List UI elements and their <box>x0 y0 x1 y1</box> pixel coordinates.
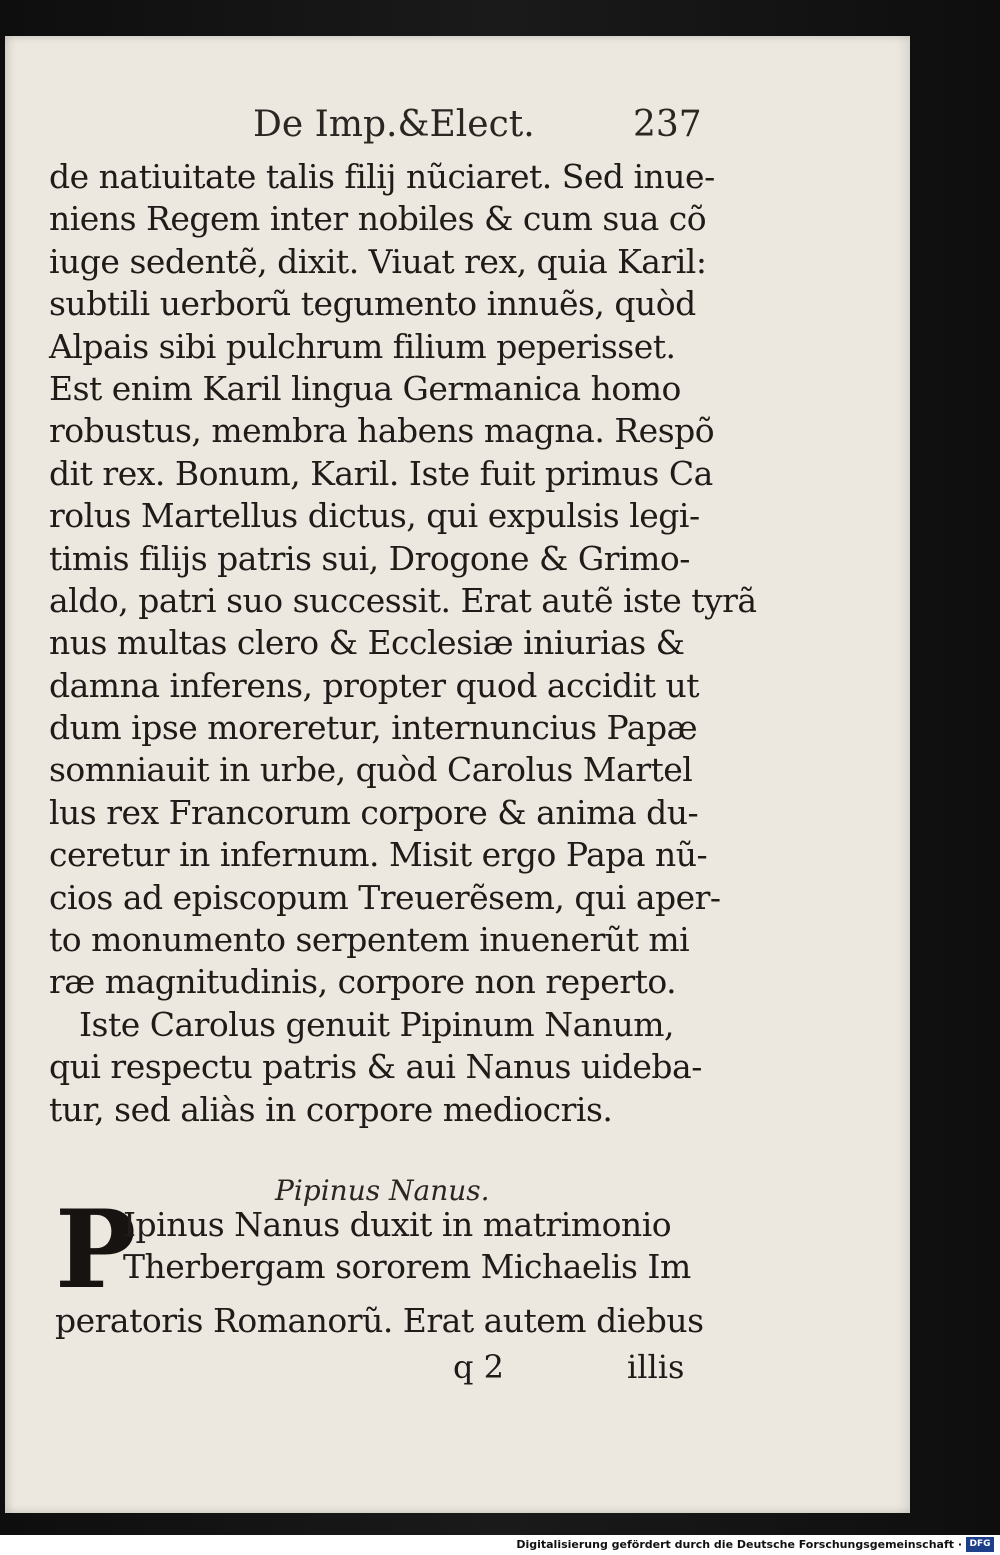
catchword: illis <box>627 1348 685 1386</box>
running-head: De Imp.&Elect. <box>253 104 535 145</box>
page-header <box>5 104 910 164</box>
page-number: 237 <box>633 104 702 145</box>
text-line: Therbergam sororem Michaelis Im <box>123 1247 691 1287</box>
body-text <box>49 156 757 1131</box>
text-line: robustus, membra habens magna. Respõ <box>49 411 715 451</box>
text-line: peratoris Romanorũ. Erat autem diebus <box>55 1301 704 1340</box>
text-line: Est enim Karil lingua Germanica homo <box>49 368 681 408</box>
text-line: ræ magnitudinis, corpore non reperto. <box>49 962 677 1002</box>
text-line: ceretur in infernum. Misit ergo Papa nũ- <box>49 835 708 875</box>
credit-bar <box>0 1535 1000 1555</box>
drop-cap-lines <box>123 1204 703 1289</box>
text-line: nus multas clero & Ecclesiæ iniurias & <box>49 623 685 663</box>
text-line: cios ad episcopum Treuerẽsem, qui aper- <box>49 877 721 917</box>
text-line: tur, sed aliàs in corpore mediocris. <box>49 1089 613 1129</box>
text-line: timis filijs patris sui, Drogone & Grimo- <box>49 538 690 578</box>
text-line: Ipinus Nanus duxit in matrimonio <box>123 1205 672 1244</box>
text-line: dum ipse moreretur, internuncius Papæ <box>49 708 698 748</box>
text-line: Iste Carolus genuit Pipinum Nanum, <box>49 1004 675 1044</box>
drop-cap: P <box>55 1187 137 1313</box>
dfg-logo: DFG <box>966 1537 994 1552</box>
text-line: dit rex. Bonum, Karil. Iste fuit primus Ca <box>49 453 713 493</box>
book-page <box>5 36 910 1513</box>
text-line: Alpais sibi pulchrum filium peperisset. <box>49 326 676 366</box>
text-line: rolus Martellus dictus, qui expulsis legi- <box>49 496 700 536</box>
text-line: niens Regem inter nobiles & cum sua cõ <box>49 199 707 239</box>
text-line: somniauit in urbe, quòd Carolus Martel <box>49 750 693 790</box>
credit-text: Digitalisierung gefördert durch die Deutsche Forschungsgemeinschaft · <box>516 1538 962 1551</box>
section-heading: Pipinus Nanus. <box>275 1174 490 1207</box>
text-line: de natiuitate talis filij nũciaret. Sed inue- <box>49 157 715 196</box>
text-line: subtili uerborũ tegumento innuẽs, quòd <box>49 284 696 324</box>
text-line: iuge sedentẽ, dixit. Viuat rex, quia Karil: <box>49 241 707 281</box>
text-line: to monumento serpentem inuenerũt mi <box>49 920 690 960</box>
page-footer <box>5 1348 910 1388</box>
text-line: lus rex Francorum corpore & anima du- <box>49 792 699 832</box>
text-line: aldo, patri suo successit. Erat autẽ iste tyrã <box>49 580 757 620</box>
text-line: qui respectu patris & aui Nanus uideba- <box>49 1047 702 1087</box>
signature-mark: q 2 <box>453 1348 505 1386</box>
text-line: damna inferens, propter quod accidit ut <box>49 665 699 705</box>
